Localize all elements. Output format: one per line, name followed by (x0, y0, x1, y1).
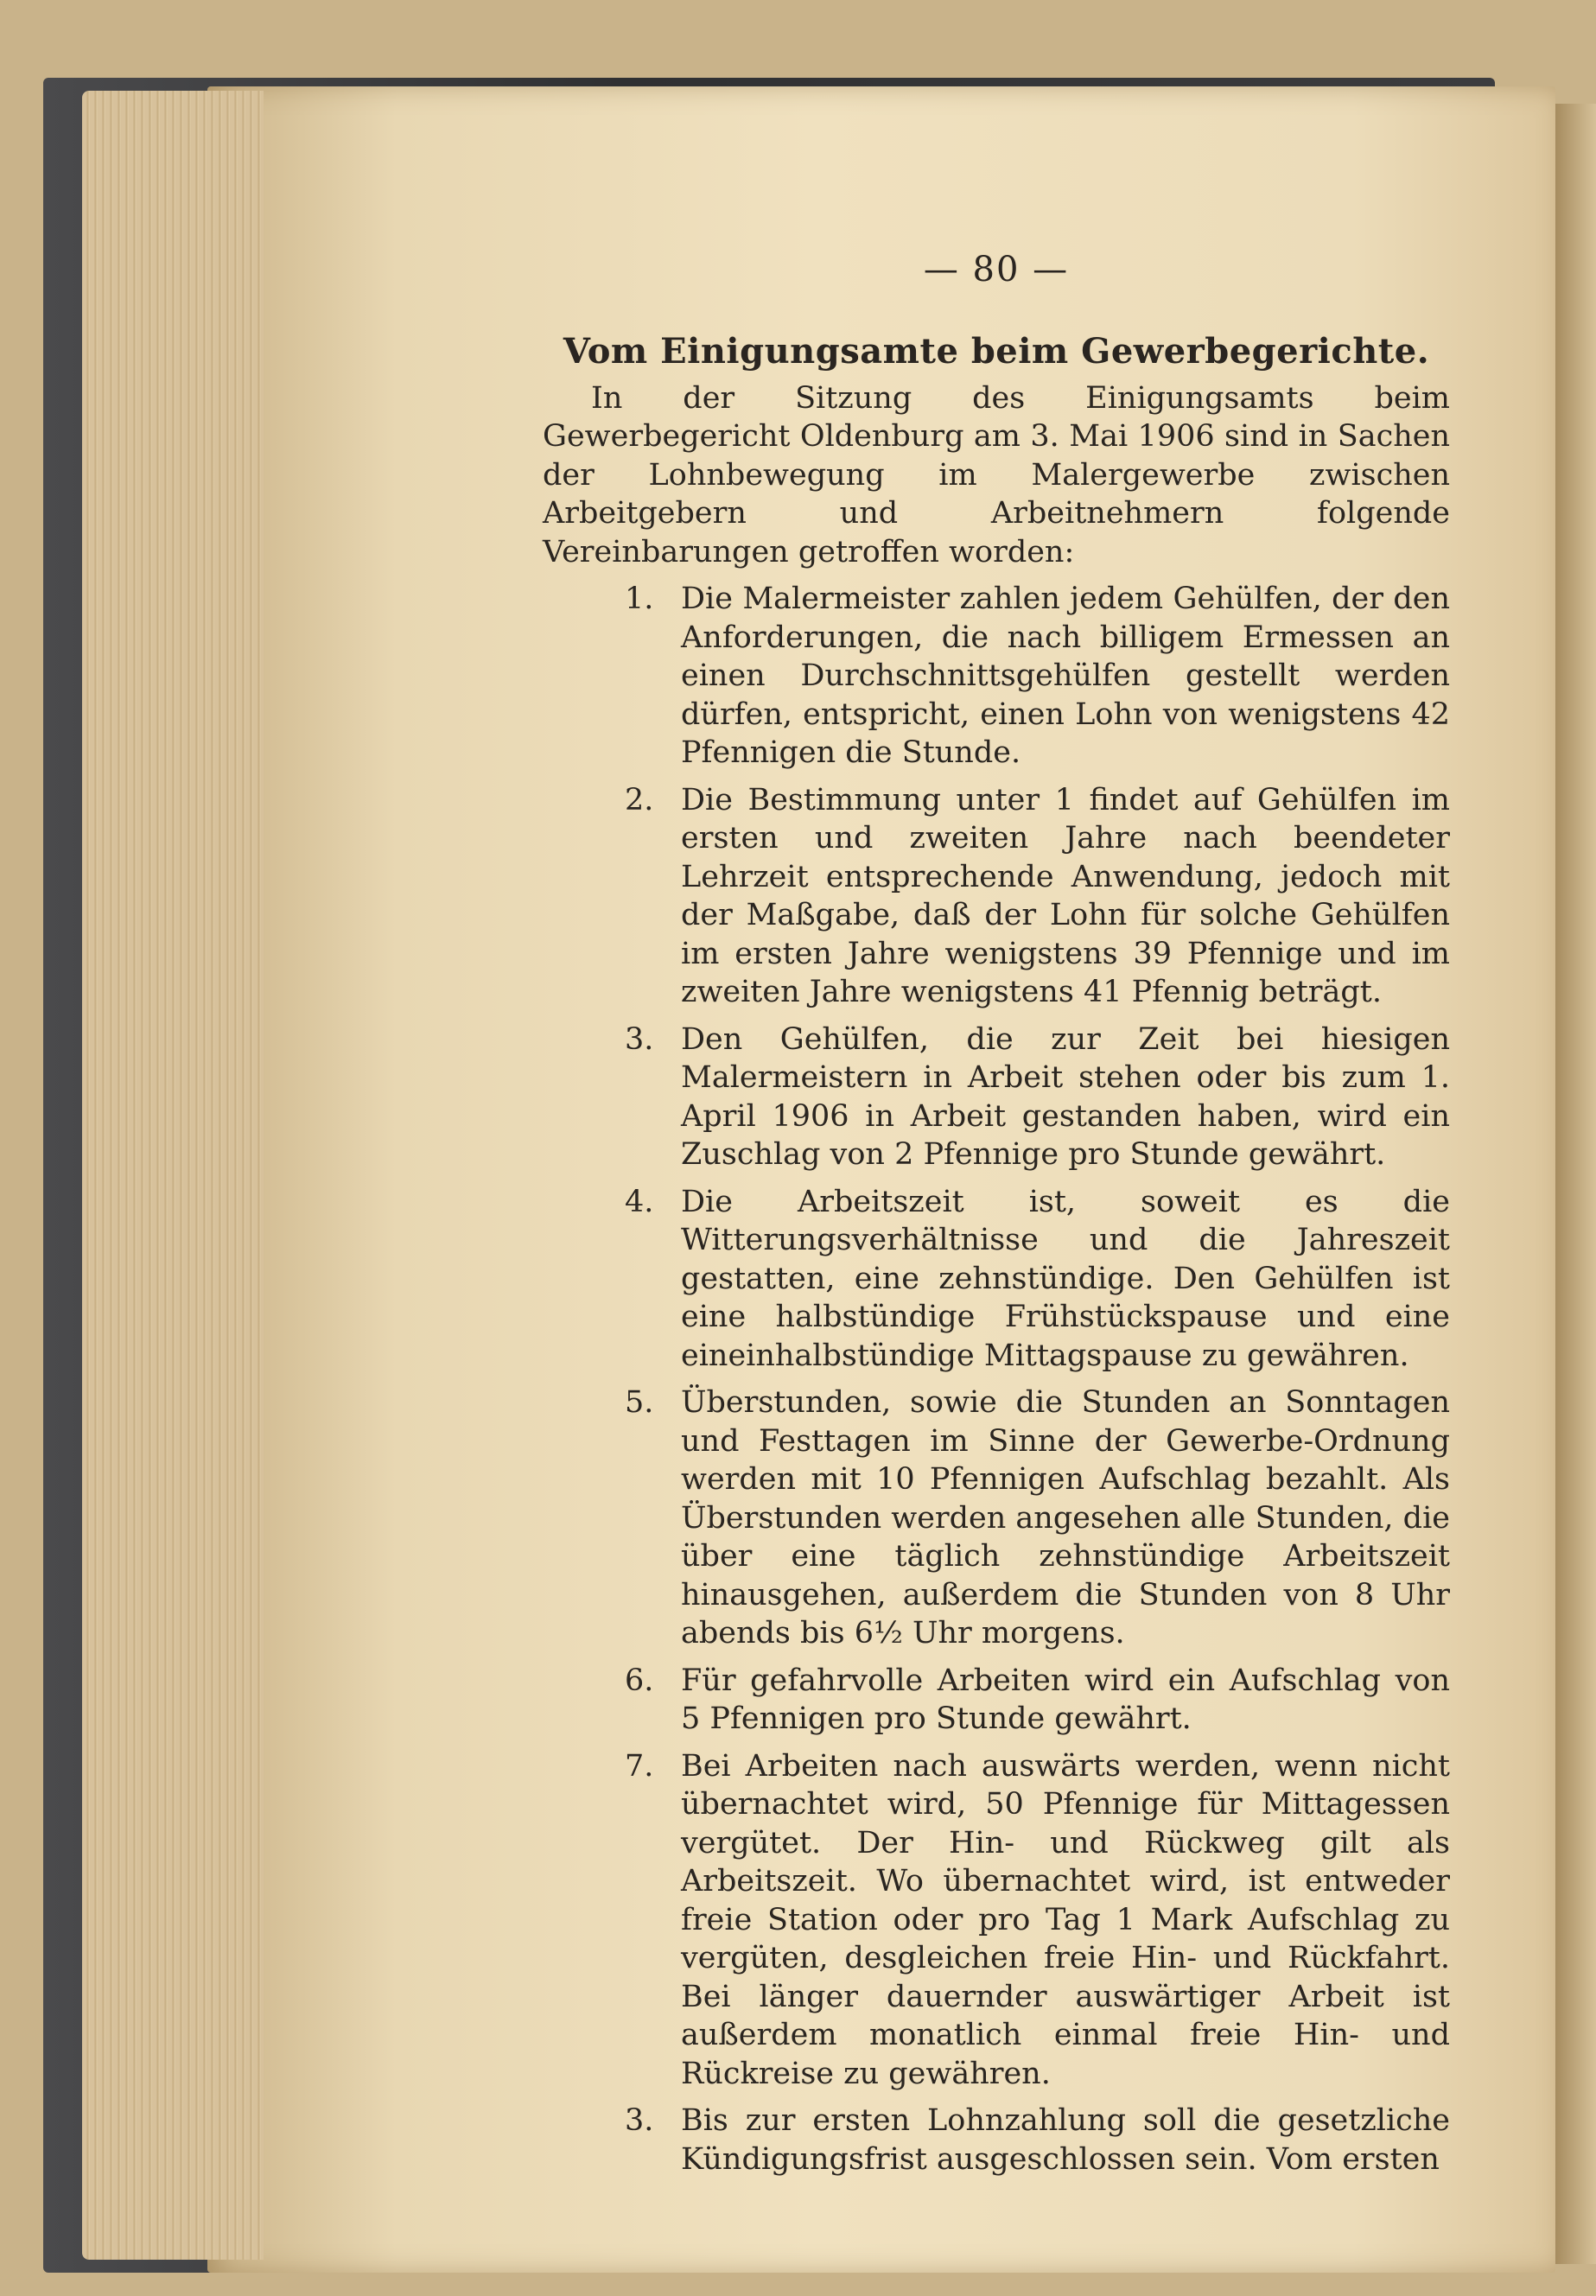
list-item (543, 1183, 1450, 1376)
item-text: Für gefahrvolle Arbeiten wird ein Aufschlag von 5 Pfennigen pro Stunde gewährt. (681, 1663, 1450, 1736)
list-item (543, 1021, 1450, 1174)
item-number: 2. (625, 782, 654, 817)
item-number: 4. (625, 1184, 654, 1219)
list-item (543, 781, 1450, 1012)
list-item (543, 1662, 1450, 1739)
list-item (543, 2102, 1450, 2178)
item-text: Die Arbeitszeit ist, soweit es die Witterungsverhältnisse und die Jahreszeit gestatten, eine zehnstündige. Den Gehülfen ist eine halbstündige Frühstückspause und eine eineinhalbstündige Mittagspause zu gewähren. (681, 1184, 1450, 1373)
item-text: Bei Arbeiten nach auswärts werden, wenn nicht übernachtet wird, 50 Pfennige für Mittagessen vergütet. Der Hin- und Rückweg gilt als Arbeitszeit. Wo übernachtet wird, ist entweder freie Station oder pro Tag 1 Mark Aufschlag zu vergüten, desgleichen freie Hin- und Rückfahrt. Bei länger dauernder auswärtiger Arbeit ist außerdem monatlich einmal freie Hin- und Rückreise zu gewähren. (681, 1748, 1450, 2091)
item-text: Überstunden, sowie die Stunden an Sonntagen und Festtagen im Sinne der Gewerbe-Ordnung werden mit 10 Pfennigen Aufschlag bezahlt. Als Überstunden werden angesehen alle Stunden, die über eine täglich zehnstündige Arbeitszeit hinausgehen, außerdem die Stunden von 8 Uhr abends bis 6½ Uhr morgens. (681, 1385, 1450, 1650)
list-item (543, 1747, 1450, 2094)
item-number: 6. (625, 1663, 654, 1698)
page-content (543, 251, 1450, 2178)
item-text: Den Gehülfen, die zur Zeit bei hiesigen Malermeistern in Arbeit stehen oder bis zum 1. April 1906 in Arbeit gestanden haben, wird ein Zuschlag von 2 Pfennige pro Stunde gewährt. (681, 1021, 1450, 1172)
section-heading: Vom Einigungsamte beim Gewerbegerichte. (563, 330, 1430, 372)
item-number: 1. (625, 582, 654, 616)
item-number: 5. (625, 1385, 654, 1420)
item-number: 7. (625, 1748, 654, 1784)
item-text: Die Malermeister zahlen jedem Gehülfen, der den Anforderungen, die nach billigem Ermessen an einen Durchschnittsgehülfen gestellt werden dürfen, entspricht, einen Lohn von wenigstens 42 Pfennigen die Stunde. (681, 582, 1450, 770)
page-number: — 80 — (923, 250, 1070, 289)
item-number: 3. (625, 1021, 654, 1057)
intro-paragraph: In der Sitzung des Einigungsamts beim Gewerbegericht Oldenburg am 3. Mai 1906 sind in Sachen der Lohnbewegung im Malergewerbe zwischen Arbeitgebern und Arbeitnehmern folgende Vereinbarungen getroffen worden: (543, 380, 1450, 569)
item-number: 3. (625, 2103, 654, 2138)
item-text: Die Bestimmung unter 1 findet auf Gehülfen im ersten und zweiten Jahre nach beendeter Lehrzeit entsprechende Anwendung, jedoch mit der Maßgabe, daß der Lohn für solche Gehülfen im ersten Jahre wenigstens 39 Pfennige und im zweiten Jahre wenigstens 41 Pfennig beträgt. (681, 782, 1450, 1009)
list-item (543, 580, 1450, 773)
page-edges (82, 91, 264, 2260)
list-item (543, 1383, 1450, 1653)
next-page-edge (1555, 104, 1596, 2264)
item-text: Bis zur ersten Lohnzahlung soll die gesetzliche Kündigungsfrist ausgeschlossen sein. Vom ersten (681, 2103, 1450, 2177)
